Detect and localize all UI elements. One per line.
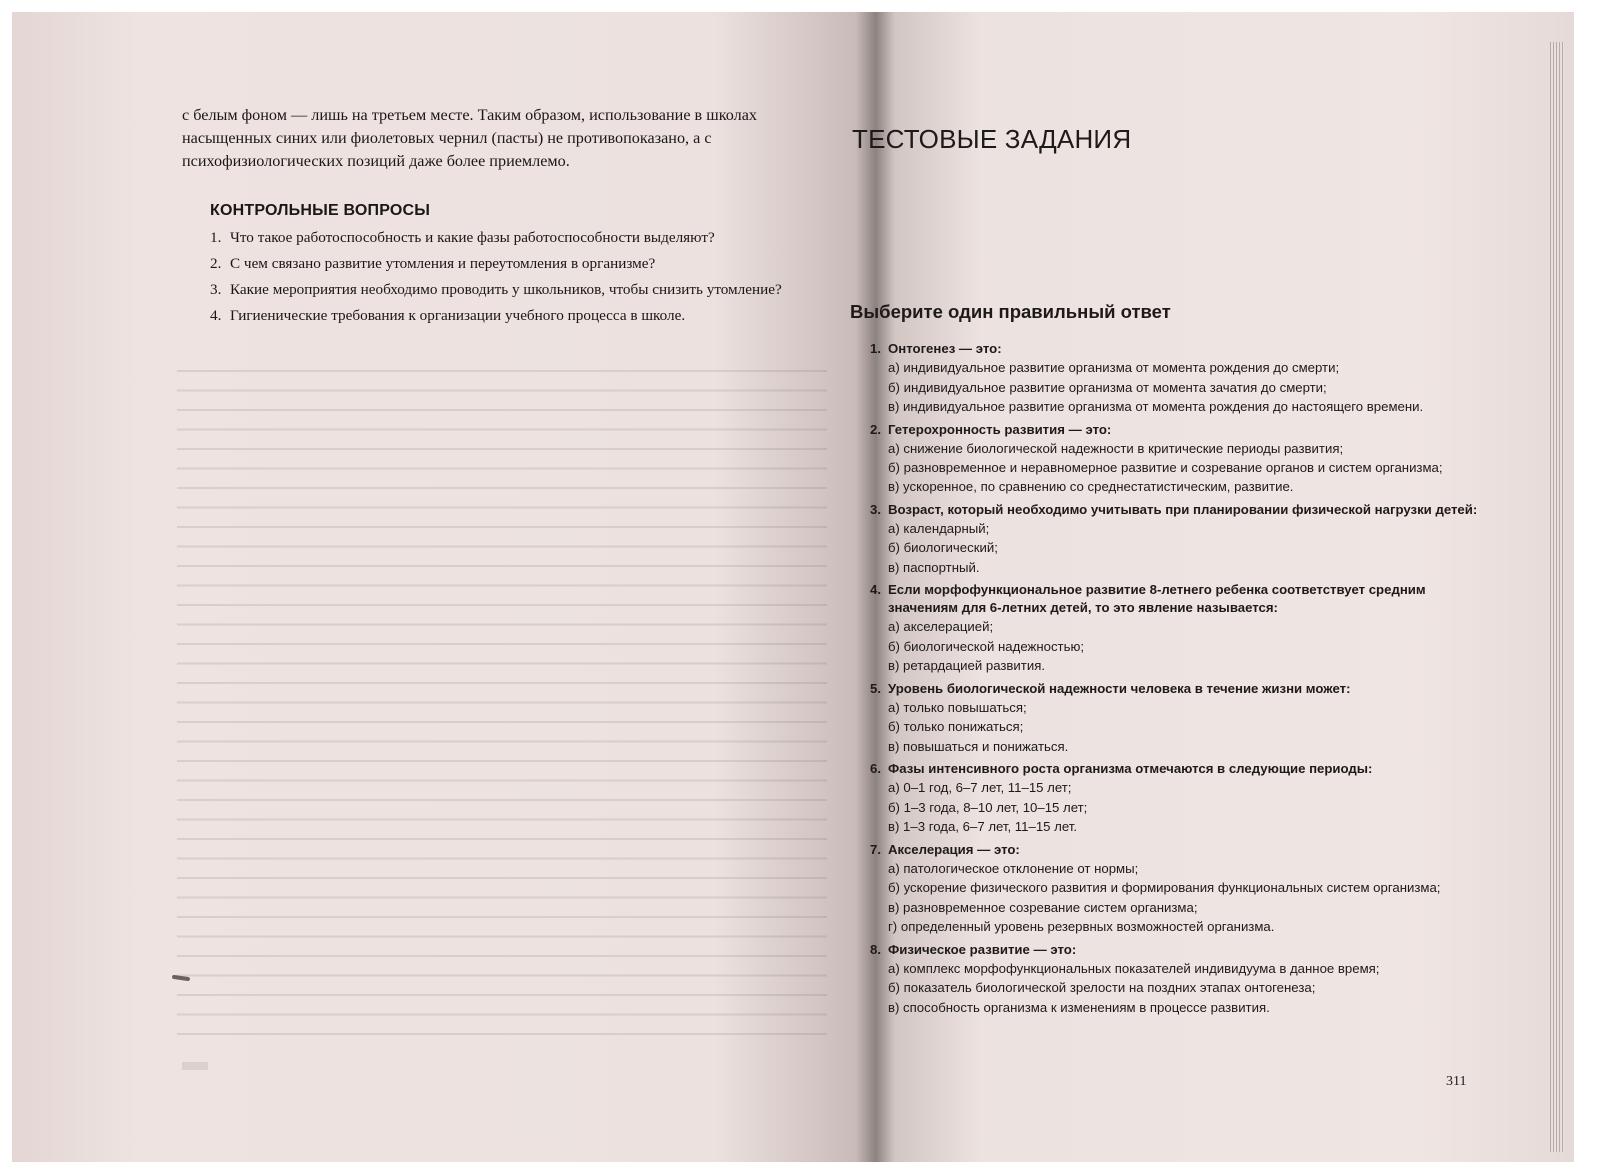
show-through-texture	[177, 362, 827, 1052]
intro-paragraph: с белым фоном — лишь на третьем месте. Таким образом, использование в школах насыщенных синих или фиолетовых чернил (пасты) не противопоказано, а с психофизиологических позиций даже более приемлемо.	[182, 106, 757, 170]
answer-option: в) повышаться и понижаться.	[888, 738, 1069, 754]
control-question-text: С чем связано развитие утомления и переутомления в организме?	[230, 255, 656, 272]
answer-option: в) индивидуальное развитие организма от момента рождения до настоящего времени.	[888, 399, 1424, 414]
test-questions-list	[870, 340, 1482, 1021]
control-question	[210, 253, 820, 274]
question-number: 2.	[870, 421, 881, 437]
answer-option: а) 0–1 год, 6–7 лет, 11–15 лет;	[888, 780, 1072, 795]
question-text: Онтогенез — это:	[888, 341, 1002, 356]
question-text: Физическое развитие — это:	[888, 941, 1077, 957]
test-question	[870, 941, 1482, 1018]
answer-options	[870, 959, 1482, 1018]
answer-option: б) индивидуальное развитие организма от момента зачатия до смерти;	[888, 379, 1327, 395]
control-question-number: 3.	[210, 281, 222, 298]
test-question	[870, 581, 1482, 676]
answer-option: в) ускоренное, по сравнению со среднестатистическим, развитие.	[888, 479, 1294, 494]
answer-option: б) 1–3 года, 8–10 лет, 10–15 лет;	[888, 799, 1088, 815]
answer-options	[870, 617, 1482, 676]
control-question	[210, 279, 820, 300]
question-text: Акселерация — это:	[888, 841, 1020, 857]
answer-option: б) ускорение физического развития и формирования функциональных систем организма;	[888, 880, 1441, 895]
control-question-number: 2.	[210, 255, 222, 272]
answer-option: б) только понижаться;	[888, 719, 1024, 734]
test-question	[870, 680, 1482, 757]
page-edges	[1550, 42, 1564, 1152]
control-questions-title: КОНТРОЛЬНЫЕ ВОПРОСЫ	[210, 202, 431, 219]
section-title: ТЕСТОВЫЕ ЗАДАНИЯ	[852, 124, 1132, 154]
answer-option: в) способность организма к изменениям в процессе развития.	[888, 999, 1270, 1015]
control-question-number: 4.	[210, 307, 222, 324]
answer-options	[870, 439, 1482, 497]
test-question	[870, 421, 1482, 497]
answer-option: б) биологической надежностью;	[888, 638, 1085, 654]
answer-option: б) разновременное и неравномерное развитие и созревание органов и систем организма;	[888, 460, 1443, 475]
answer-option: б) показатель биологической зрелости на поздних этапах онтогенеза;	[888, 980, 1316, 995]
answer-option: в) разновременное созревание систем организма;	[888, 899, 1198, 915]
book-spread	[12, 12, 1574, 1162]
instruction-subtitle: Выберите один правильный ответ	[850, 301, 1171, 322]
question-number: 6.	[870, 761, 881, 776]
question-text: Возраст, который необходимо учитывать при планировании физической нагрузки детей:	[888, 501, 1478, 517]
answer-option: в) 1–3 года, 6–7 лет, 11–15 лет.	[888, 819, 1077, 834]
control-questions-list	[210, 227, 820, 331]
question-number: 4.	[870, 582, 881, 597]
question-number: 7.	[870, 841, 881, 857]
page-number: 311	[1446, 1074, 1467, 1089]
question-number: 8.	[870, 941, 881, 957]
control-question-text: Что такое работоспособность и какие фазы работоспособности выделяют?	[230, 229, 715, 246]
answer-option: а) комплекс морфофункциональных показателей индивидуума в данное время;	[888, 960, 1380, 976]
answer-option: а) патологическое отклонение от нормы;	[888, 860, 1139, 876]
question-text: Гетерохронность развития — это:	[888, 421, 1112, 437]
control-question	[210, 305, 820, 326]
test-question	[870, 760, 1482, 837]
answer-option: г) определенный уровень резервных возможностей организма.	[888, 919, 1275, 934]
question-text: Фазы интенсивного роста организма отмечаются в следующие периоды:	[888, 761, 1373, 776]
question-text: Если морфофункциональное развитие 8-летнего ребенка соответствует средним значениям для 6-летних детей, то это явление называется:	[888, 582, 1426, 615]
answer-option: а) календарный;	[888, 520, 990, 536]
answer-options	[870, 698, 1482, 757]
right-page	[850, 12, 1550, 1162]
answer-options	[870, 859, 1482, 937]
question-number: 3.	[870, 501, 881, 517]
answer-option: в) паспортный.	[888, 559, 980, 575]
answer-option: в) ретардацией развития.	[888, 658, 1046, 673]
control-question	[210, 227, 820, 248]
answer-option: а) индивидуальное развитие организма от момента рождения до смерти;	[888, 360, 1340, 375]
left-page	[12, 12, 850, 1162]
faded-page-number	[182, 1062, 208, 1070]
answer-options	[870, 778, 1482, 837]
question-number: 1.	[870, 341, 881, 356]
question-text: Уровень биологической надежности человека в течение жизни может:	[888, 680, 1351, 696]
answer-options	[870, 519, 1482, 578]
control-question-text: Какие мероприятия необходимо проводить у школьников, чтобы снизить утомление?	[230, 281, 782, 298]
question-number: 5.	[870, 680, 881, 696]
test-question	[870, 340, 1482, 417]
control-question-text: Гигиенические требования к организации учебного процесса в школе.	[230, 307, 686, 324]
answer-option: а) только повышаться;	[888, 699, 1027, 715]
answer-options	[870, 358, 1482, 417]
control-question-number: 1.	[210, 229, 222, 246]
answer-option: б) биологический;	[888, 540, 998, 555]
test-question	[870, 841, 1482, 937]
test-question	[870, 501, 1482, 578]
answer-option: а) акселерацией;	[888, 619, 994, 634]
answer-option: а) снижение биологической надежности в критические периоды развития;	[888, 440, 1344, 456]
